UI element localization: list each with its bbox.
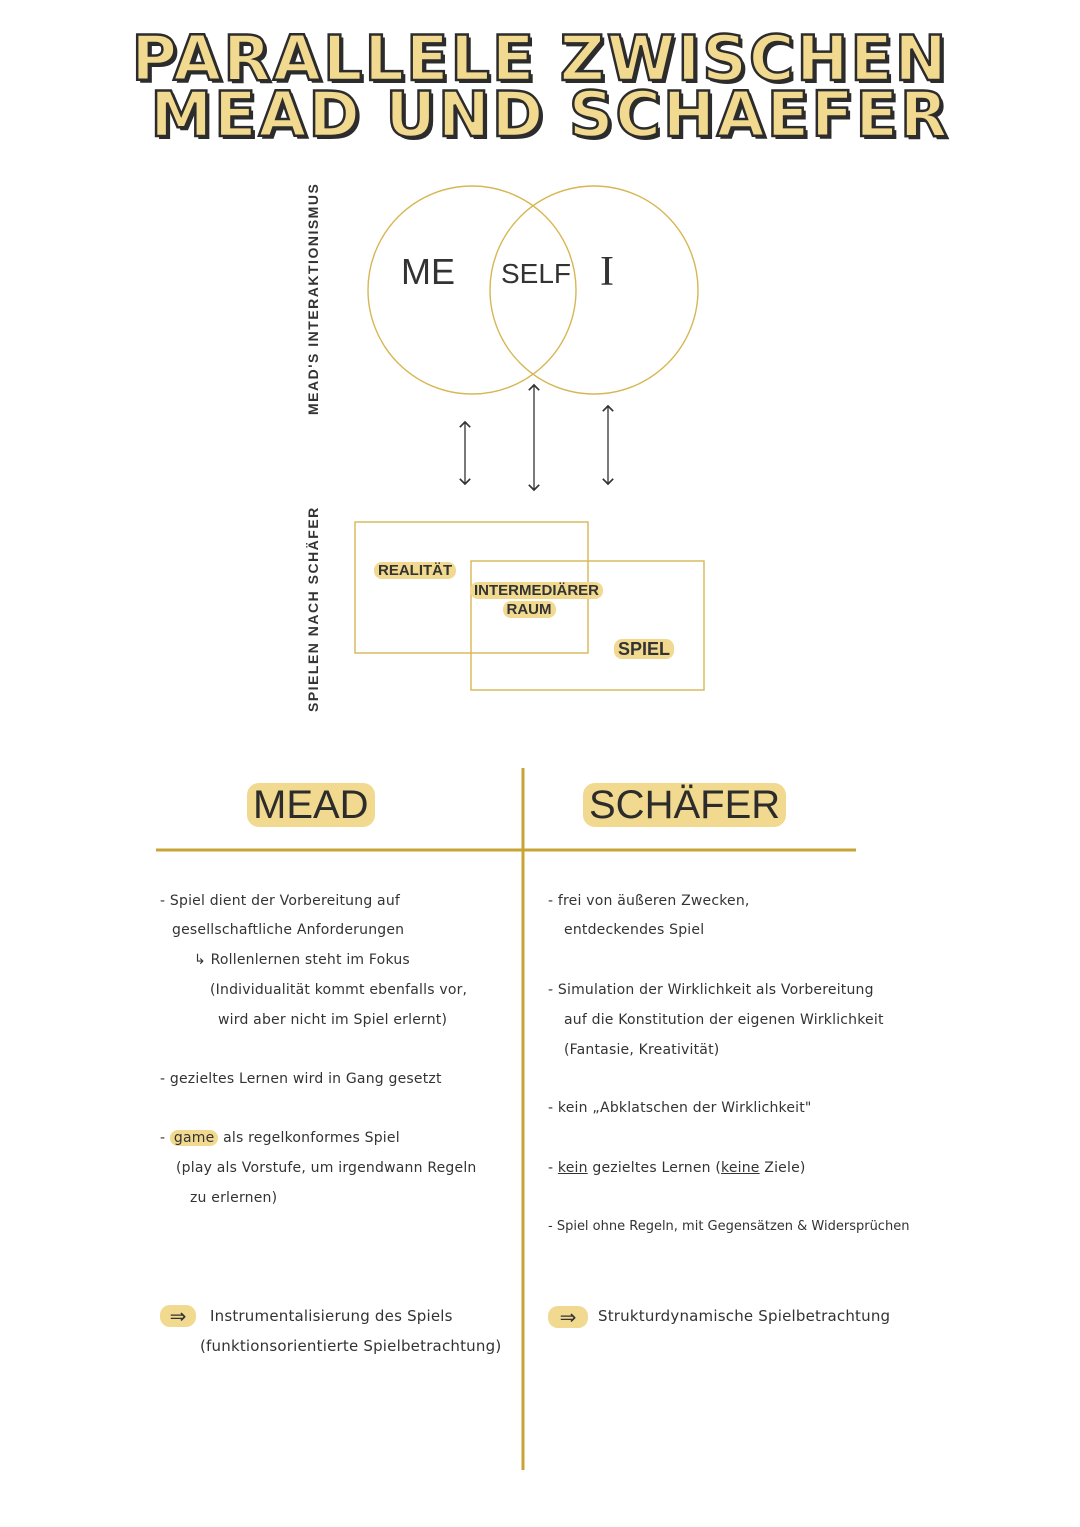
mead-line-6: - gezieltes Lernen wird in Gang gesetzt bbox=[160, 1071, 442, 1087]
schaefer-line-8: - Spiel ohne Regeln, mit Gegensätzen & Widersprüchen bbox=[548, 1219, 910, 1234]
double-arrow-right-icon: ⇒ bbox=[160, 1305, 196, 1327]
box-label-intermediaer bbox=[470, 582, 600, 620]
venn-label-i: I bbox=[600, 249, 614, 295]
mead-line-9: zu erlernen) bbox=[190, 1190, 278, 1206]
mead-line-7: - game als regelkonformes Spiel bbox=[160, 1130, 400, 1146]
venn-circle-me bbox=[368, 186, 576, 394]
box-label-intermediaer-line2: RAUM bbox=[503, 601, 556, 618]
double-arrow-right-icon-2: ⇒ bbox=[548, 1306, 588, 1328]
schaefer-line-5: (Fantasie, Kreativität) bbox=[564, 1042, 720, 1058]
box-label-realitaet: REALITÄT bbox=[374, 562, 456, 581]
mead-game-highlight: game bbox=[170, 1130, 219, 1146]
schaefer-line-2: entdeckendes Spiel bbox=[564, 922, 705, 938]
column-header-mead: MEAD bbox=[247, 783, 375, 828]
schaefer-line-7: - kein gezieltes Lernen (keine Ziele) bbox=[548, 1160, 806, 1176]
title-line-1: PARALLELE ZWISCHEN bbox=[131, 22, 949, 95]
schaefer-line-6: - kein „Abklatschen der Wirklichkeit" bbox=[548, 1100, 812, 1116]
mead-conclusion-line-2: (funktionsorientierte Spielbetrachtung) bbox=[200, 1337, 502, 1355]
side-label-mead: MEAD'S INTERAKTIONISMUS bbox=[305, 182, 321, 415]
schaefer-line-1: - frei von äußeren Zwecken, bbox=[548, 893, 750, 909]
mead-line-8: (play als Vorstufe, um irgendwann Regeln bbox=[176, 1160, 477, 1176]
mead-line-5: wird aber nicht im Spiel erlernt) bbox=[218, 1012, 448, 1028]
schaefer-conclusion: Strukturdynamische Spielbetrachtung bbox=[598, 1307, 891, 1325]
box-label-spiel: SPIEL bbox=[614, 638, 674, 661]
schaefer-line-3: - Simulation der Wirklichkeit als Vorbereitung bbox=[548, 982, 874, 998]
venn-label-me: ME bbox=[401, 251, 455, 292]
column-header-schaefer: SCHÄFER bbox=[583, 783, 786, 828]
schaefer-line-4: auf die Konstitution der eigenen Wirklichkeit bbox=[564, 1012, 884, 1028]
venn-circle-i bbox=[490, 186, 698, 394]
title-line-2: MEAD UND SCHAEFER bbox=[150, 78, 950, 151]
venn-label-self: SELF bbox=[501, 258, 572, 289]
mead-conclusion-line-1: Instrumentalisierung des Spiels bbox=[210, 1307, 453, 1325]
box-label-intermediaer-line1: INTERMEDIÄRER bbox=[470, 582, 603, 599]
mead-line-4: (Individualität kommt ebenfalls vor, bbox=[210, 982, 468, 998]
mead-line-2: gesellschaftliche Anforderungen bbox=[172, 922, 405, 938]
mead-line-3: ↳ Rollenlernen steht im Fokus bbox=[194, 952, 410, 968]
side-label-schaefer: SPIELEN NACH SCHÄFER bbox=[305, 506, 321, 712]
mead-line-1: - Spiel dient der Vorbereitung auf bbox=[160, 893, 401, 909]
